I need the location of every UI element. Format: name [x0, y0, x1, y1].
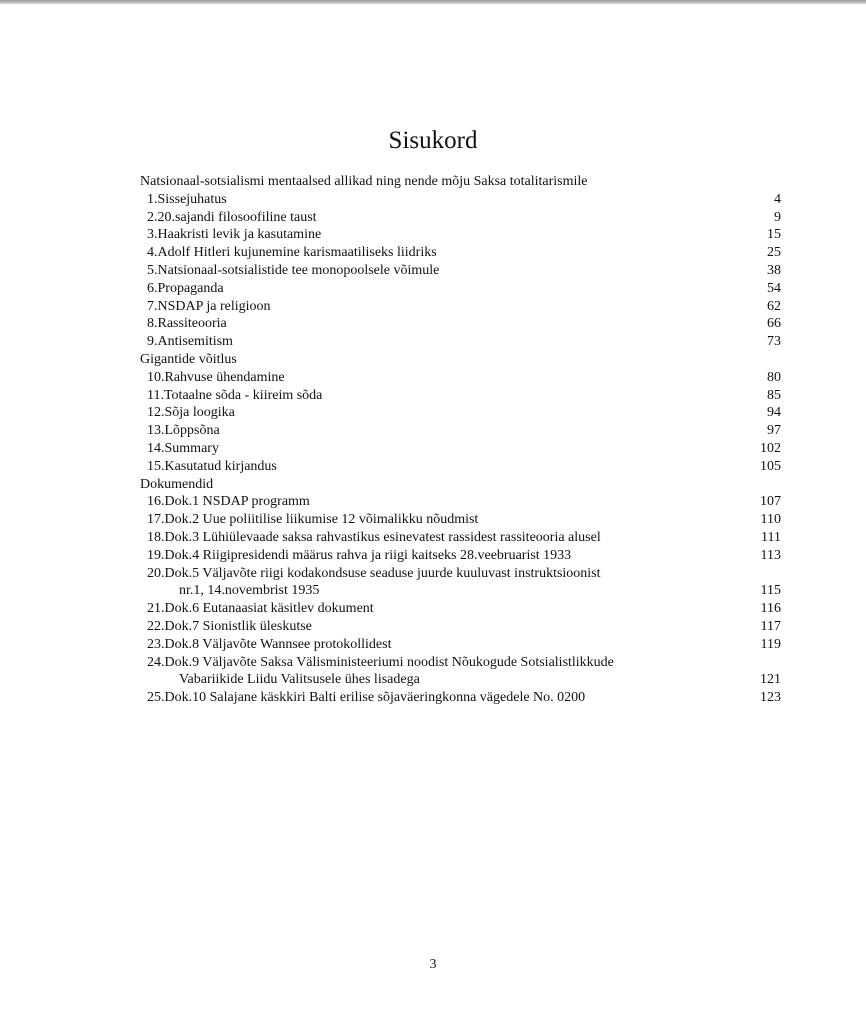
toc-entry [140, 618, 781, 636]
toc-entry [140, 654, 781, 672]
toc-entry-page: 121 [760, 672, 781, 688]
toc-entry [140, 191, 781, 209]
toc-entry-page: 25 [767, 245, 781, 261]
toc-entry-label: 20.Dok.5 Väljavõte riigi kodakondsuse seaduse juurde kuuluvast instruktsioonist [147, 565, 601, 581]
section-heading [140, 476, 781, 494]
toc-entry [140, 600, 781, 618]
toc-entry-continuation [140, 671, 781, 689]
toc-entry-page: 113 [760, 547, 781, 563]
toc-entry [140, 209, 781, 227]
toc-entry-page: 85 [767, 387, 781, 403]
toc-entry-page: 111 [761, 529, 781, 545]
toc-entry-label: 12.Sõja loogika [147, 405, 235, 421]
toc-entry-label: 21.Dok.6 Eutanaasiat käsitlev dokument [147, 601, 374, 617]
toc-entry-label: 7.NSDAP ja religioon [147, 298, 271, 314]
toc-entry-label: 11.Totaalne sõda - kiireim sõda [147, 387, 323, 403]
section-heading [140, 351, 781, 369]
toc-entry [140, 262, 781, 280]
toc-entry-label: 6.Propaganda [147, 280, 224, 296]
toc-entry-label: 4.Adolf Hitleri kujunemine karismaatiliseks liidriks [147, 245, 437, 261]
toc-entry-page: 66 [767, 316, 781, 332]
toc-entry [140, 315, 781, 333]
toc-entry-page: 115 [760, 583, 781, 599]
toc-entry-label: 1.Sissejuhatus [147, 191, 227, 207]
toc-entry-page: 105 [760, 458, 781, 474]
toc-entry-page: 116 [760, 601, 781, 617]
toc-entry-label: 2.20.sajandi filosoofiline taust [147, 209, 317, 225]
toc-entry [140, 387, 781, 405]
toc-entry-label: 25.Dok.10 Salajane käskkiri Balti erilise sõjaväeringkonna vägedele No. 0200 [147, 690, 586, 706]
toc-entry-page: 119 [760, 636, 781, 652]
toc-entry [140, 226, 781, 244]
toc-entry-label: 3.Haakristi levik ja kasutamine [147, 227, 322, 243]
toc-entry [140, 333, 781, 351]
page-number: 3 [429, 957, 437, 972]
toc-entry [140, 369, 781, 387]
toc-entry-page: 110 [760, 512, 781, 528]
toc-entry [140, 493, 781, 511]
section-heading-text: Natsionaal-sotsialismi mentaalsed allikad ning nende mõju Saksa totalitarismile [140, 174, 588, 189]
toc-entry-page: 54 [767, 280, 781, 296]
toc-entry-label: 18.Dok.3 Lühiülevaade saksa rahvastikus esinevatest rassidest rassiteooria alusel [147, 529, 601, 545]
toc-entry-label: 5.Natsionaal-sotsialistide tee monopoolsele võimule [147, 262, 440, 278]
toc-entry-page: 102 [760, 440, 781, 456]
toc-entry-page: 107 [760, 494, 781, 510]
toc-entry-page: 123 [760, 690, 781, 706]
toc-entry-label: 14.Summary [147, 440, 219, 456]
toc-entry-label: 9.Antisemitism [147, 334, 233, 350]
section-heading-text: Gigantide võitlus [140, 351, 237, 367]
toc-entry-page: 73 [767, 334, 781, 350]
toc-entry [140, 636, 781, 654]
toc-entry-label: 24.Dok.9 Väljavõte Saksa Välisministeeriumi noodist Nõukogude Sotsialistlikkude [147, 654, 614, 670]
section-heading-text: Dokumendid [140, 476, 214, 492]
toc-entry-page: 9 [774, 209, 781, 225]
toc-entry-label: 8.Rassiteooria [147, 316, 227, 332]
toc-entry-label: 17.Dok.2 Uue poliitilise liikumise 12 võimalikku nõudmist [147, 512, 479, 528]
toc-entry-page: 38 [767, 262, 781, 278]
toc-entry-label: 23.Dok.8 Väljavõte Wannsee protokollidest [147, 636, 392, 652]
toc-entry [140, 422, 781, 440]
toc-entry-label-continuation: nr.1, 14.novembrist 1935 [179, 583, 320, 599]
toc-entry-continuation [140, 582, 781, 600]
toc-entry-page: 97 [767, 423, 781, 439]
toc-entry [140, 529, 781, 547]
scan-edge [0, 0, 866, 4]
toc-entry-page: 62 [767, 298, 781, 314]
section-heading [140, 173, 781, 191]
toc-entry-label: 10.Rahvuse ühendamine [147, 369, 285, 385]
toc-entry-label: 19.Dok.4 Riigipresidendi määrus rahva ja riigi kaitseks 28.veebruarist 1933 [147, 547, 572, 563]
toc-entry [140, 404, 781, 422]
toc-entry-label-continuation: Vabariikide Liidu Valitsusele ühes lisadega [179, 672, 420, 688]
toc-entry [140, 458, 781, 476]
toc-entry-page: 94 [767, 405, 781, 421]
toc-entry [140, 298, 781, 316]
toc-entry [140, 244, 781, 262]
toc-entry [140, 440, 781, 458]
toc-entry [140, 280, 781, 298]
toc-entry [140, 565, 781, 583]
toc-entry-label: 15.Kasutatud kirjandus [147, 458, 277, 474]
toc-entry-page: 4 [774, 191, 781, 207]
toc-entry-label: 22.Dok.7 Sionistlik üleskutse [147, 618, 312, 634]
toc-entry-page: 117 [760, 618, 781, 634]
table-of-contents [140, 173, 781, 707]
toc-entry [140, 547, 781, 565]
toc-entry-page: 80 [767, 369, 781, 385]
toc-entry [140, 511, 781, 529]
toc-entry [140, 689, 781, 707]
toc-entry-label: 13.Lõppsõna [147, 423, 220, 439]
toc-entry-label: 16.Dok.1 NSDAP programm [147, 494, 310, 510]
page-title: Sisukord [388, 127, 478, 154]
toc-entry-page: 15 [767, 227, 781, 243]
